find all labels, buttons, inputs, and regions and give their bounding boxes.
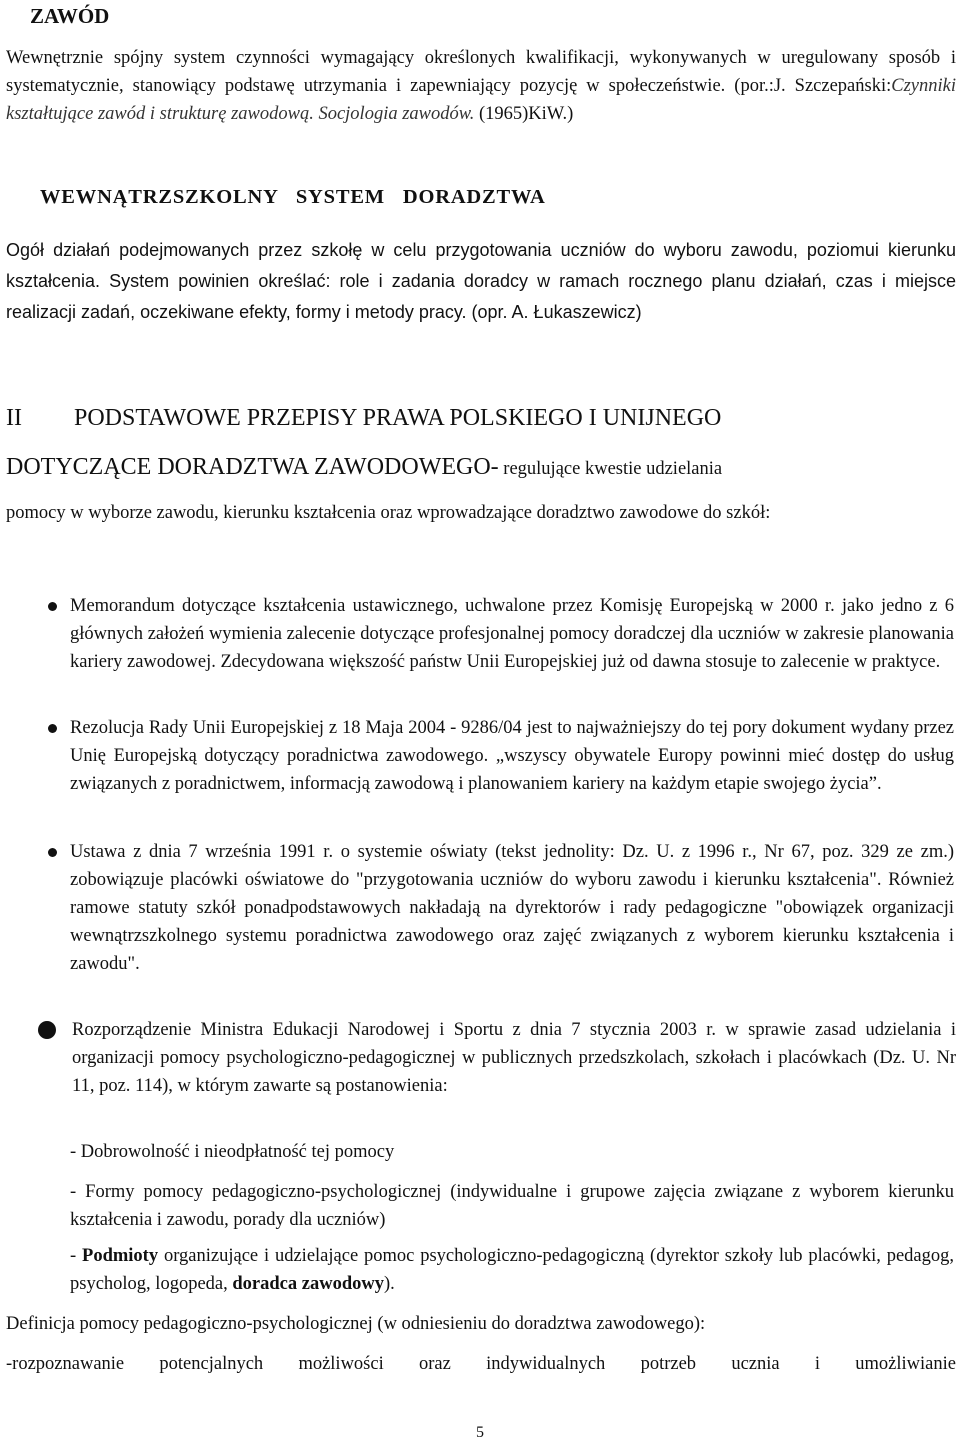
section-intro: pomocy w wyborze zawodu, kierunku kształcenia oraz wprowadzające doradztwo zawodowe do szkół: [6,503,771,523]
provision-end: ). [383,1274,395,1294]
section-heading-line2 [6,451,956,485]
provision-bold: Podmioty [82,1246,159,1266]
list-item [48,714,954,798]
definition-zawod-text: Wewnętrznie spójny system czynności wymagający określonych kwalifikacji, wykonywanych w uregulowany sposób i systematycznie, stanowiący podstawę utrzymania i zapewniający pozycję w społeczeństwie. (por.:J. Szczepański: [6,48,956,96]
bullet-icon [48,848,57,857]
heading-zawod: ZAWÓD [30,4,110,28]
citation-italic: Czynniki kształtujące zawód i strukturę zawodową. Socjologia zawodów. [6,76,956,124]
list-item [44,1016,956,1100]
citation-tail: (1965)KiW.) [474,104,574,124]
bullet-icon [48,602,57,611]
heading-wewnatrzszkolny-system: WEWNĄTRZSZKOLNY SYSTEM DORADZTWA [40,186,546,208]
list-item-text: Ustawa z dnia 7 września 1991 r. o systemie oświaty (tekst jednolity: Dz. U. z 1996 r., Nr 67, poz. 329 ze zm.) zobowiązuje placówki oświatowe do "przygotowania uczniów do wyboru zawodu i kierunku kształcenia". Również ramowe statuty szkół ponadpodstawowych nakładają na dyrektorów i rady pedagogiczne "obowiązek organizacji wewnątrzszkolnego systemu poradnictwa zawodowego oraz zajęć związanych z wyborem kierunku kształcenia i zawodu". [70,842,954,974]
provision-item [70,1242,954,1298]
list-item-text: Rozporządzenie Ministra Edukacji Narodowej i Sportu z dnia 7 stycznia 2003 r. w sprawie zasad udzielania i organizacji pomocy psychologiczno-pedagogicznej w publicznych przedszkolach, szkołach i placówkach (Dz. U. Nr 11, poz. 114), w którym zawarte są postanowienia: [72,1020,956,1096]
provision-mid: organizujące i udzielające pomoc psychologiczno-pedagogiczną (dyrektor szkoły lub placówki, pedagog, psycholog, logopeda, [70,1246,954,1294]
page-number: 5 [476,1424,484,1441]
section-title-line1: PODSTAWOWE PRZEPISY PRAWA POLSKIEGO I UNIJNEGO [74,405,722,431]
section-heading-ii [6,402,956,434]
list-item [48,592,954,676]
list-item-text: Memorandum dotyczące kształcenia ustawicznego, uchwalone przez Komisję Europejską w 2000 r. jako jedno z 6 głównych założeń wymienia zalecenie dotyczące profesjonalnej pomocy doradczej dla uczniów w zakresie planowania kariery zawodowej. Zdecydowana większość państw Unii Europejskiej już od dawna stosuje to zalecenie w praktyce. [70,596,954,672]
provision-item: - Formy pomocy pedagogiczno-psychologicznej (indywidualne i grupowe zajęcia związane z wyborem kierunku kształcenia i zawodu, porady dla uczniów) [70,1182,954,1230]
provision-item: - Dobrowolność i nieodpłatność tej pomocy [70,1142,395,1162]
bullet-icon [38,1021,56,1039]
bullet-icon [48,724,57,733]
definition-wsd: Ogół działań podejmowanych przez szkołę w celu przygotowania uczniów do wyboru zawodu, poziomui kierunku kształcenia. System powinien określać: role i zadania doradcy w ramach rocznego planu działań, czas i miejsce realizacji zadań, oczekiwane efekty, formy i metody pracy. (opr. A. Łukaszewicz) [6,240,956,322]
list-item [48,838,954,978]
definition-pomocy: Definicja pomocy pedagogiczno-psychologicznej (w odniesieniu do doradztwa zawodowego): [6,1314,706,1334]
section-number: II [6,405,22,431]
provision-bold: doradca zawodowy [232,1274,384,1294]
definition-zawod [6,44,956,128]
list-item-text: Rezolucja Rady Unii Europejskiej z 18 Maja 2004 - 9286/04 jest to najważniejszy do tej pory dokument wydany przez Unię Europejską dotyczący poradnictwa zawodowego. „wszyscy obywatele Europy powinni mieć dostęp do usług związanych z poradnictwem, informacją zawodową i planowaniem kariery na każdym etapie swojego życia”. [70,718,954,794]
section-title-tail: regulujące kwestie udzielania [498,459,723,479]
provision-prefix: - [70,1246,83,1266]
definition-item: -rozpoznawanie potencjalnych możliwości oraz indywidualnych potrzeb ucznia i umożliwianie [6,1354,956,1374]
section-title-line2: DOTYCZĄCE DORADZTWA ZAWODOWEGO- [6,454,499,480]
